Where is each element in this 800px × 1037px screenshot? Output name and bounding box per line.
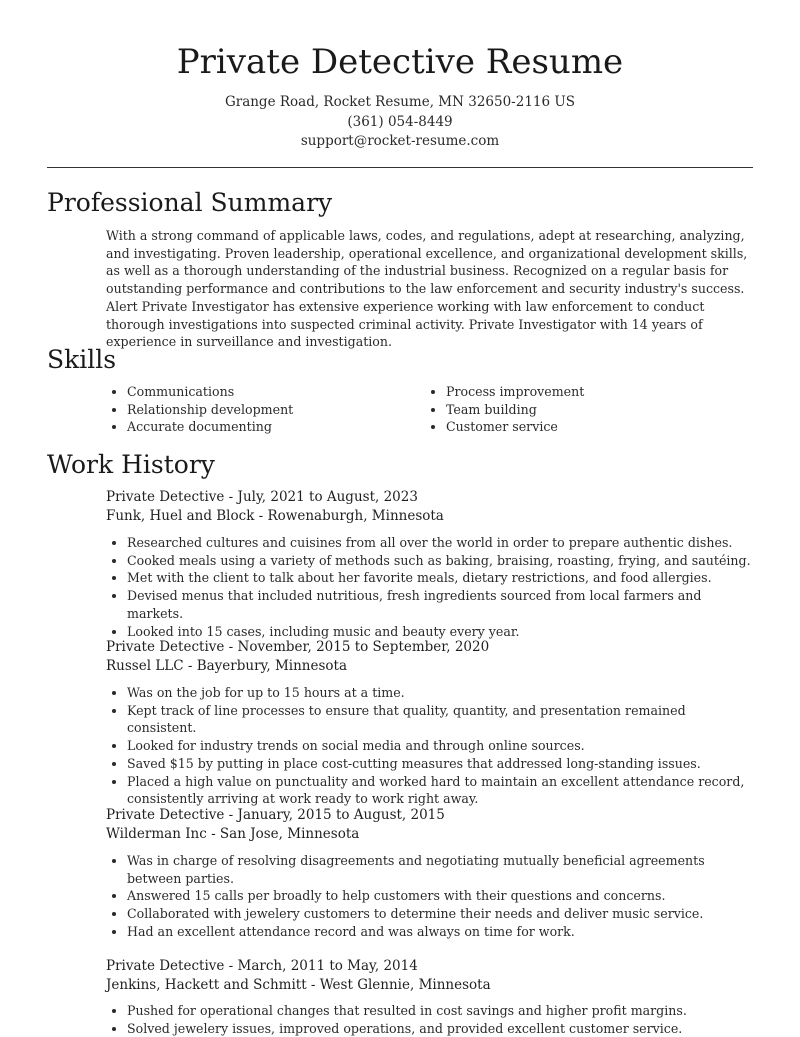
duty-item: • Kept track of line processes to ensure that quality, quantity, and presentation remained consistent.: [127, 702, 757, 737]
job-title: Private Detective - March, 2011 to May, 2014: [106, 958, 418, 974]
duty-item: • Collaborated with jewelery customers to determine their needs and deliver music service.: [127, 905, 757, 923]
skill-item: • Team building: [446, 401, 584, 419]
job-title: Private Detective - November, 2015 to September, 2020: [106, 639, 490, 655]
job-duties-list: [106, 534, 757, 640]
skills-list-right: [425, 383, 584, 436]
skill-item: • Accurate documenting: [127, 418, 293, 436]
duty-item: • Devised menus that included nutritious, fresh ingredients sourced from local farmers and markets.: [127, 587, 757, 622]
duty-item: • Cooked meals using a variety of methods such as baking, braising, roasting, frying, and sautéing.: [127, 552, 757, 570]
job-employer: Jenkins, Hackett and Schmitt - West Glennie, Minnesota: [106, 977, 491, 993]
duty-item: • Was in charge of resolving disagreements and negotiating mutually beneficial agreements between parties.: [127, 852, 757, 887]
address-line: Grange Road, Rocket Resume, MN 32650-2116 US: [224, 94, 576, 110]
job-duties-list: [106, 852, 757, 941]
email-line: support@rocket-resume.com: [300, 133, 500, 149]
duty-item: • Saved $15 by putting in place cost-cutting measures that addressed long-standing issues.: [127, 755, 757, 773]
job-duties-list: [106, 1002, 757, 1037]
resume-title: Private Detective Resume: [176, 42, 624, 82]
duty-item: • Researched cultures and cuisines from all over the world in order to prepare authentic dishes.: [127, 534, 757, 552]
duty-item: • Met with the client to talk about her favorite meals, dietary restrictions, and food allergies.: [127, 569, 757, 587]
job-title: Private Detective - July, 2021 to August, 2023: [106, 489, 418, 505]
job-employer: Russel LLC - Bayerbury, Minnesota: [106, 658, 348, 674]
duty-item: • Placed a high value on punctuality and worked hard to maintain an excellent attendance record, consistently arriving at work ready to work right away.: [127, 773, 757, 808]
duty-item: • Was on the job for up to 15 hours at a time.: [127, 684, 757, 702]
phone-line: (361) 054-8449: [347, 113, 453, 130]
summary-text: With a strong command of applicable laws, codes, and regulations, adept at researching, analyzing, and investigating. Proven leadership, operational excellence, and organizational development skills, as well as a thorough understanding of the industrial business. Recognized on a regular basis for outstanding performance and contributions to the law enforcement and security industry's success. Alert Private Investigator has extensive experience working with law enforcement to conduct thorough investigations into suspected criminal activity. Private Investigator with 14 years of experience in surveillance and investigation.: [106, 228, 748, 350]
duty-item: • Looked for industry trends on social media and through online sources.: [127, 737, 757, 755]
duty-item: • Pushed for operational changes that resulted in cost savings and higher profit margins.: [127, 1002, 757, 1020]
job-duties-list: [106, 684, 757, 808]
job-employer: Wilderman Inc - San Jose, Minnesota: [106, 826, 360, 842]
skills-heading: Skills: [47, 345, 117, 374]
skill-item: • Customer service: [446, 418, 584, 436]
skills-list-left: [106, 383, 293, 436]
work-history-heading: Work History: [47, 450, 215, 479]
contact-block: [0, 93, 800, 152]
skill-item: • Relationship development: [127, 401, 293, 419]
duty-item: • Had an excellent attendance record and was always on time for work.: [127, 923, 757, 941]
header-divider: [47, 167, 753, 168]
job-employer: Funk, Huel and Block - Rowenaburgh, Minnesota: [106, 508, 444, 524]
skill-item: • Communications: [127, 383, 293, 401]
skill-item: • Process improvement: [446, 383, 584, 401]
duty-item: • Solved jewelery issues, improved operations, and provided excellent customer service.: [127, 1020, 757, 1037]
job-title: Private Detective - January, 2015 to August, 2015: [106, 807, 445, 823]
duty-item: • Looked into 15 cases, including music and beauty every year.: [127, 623, 757, 641]
duty-item: • Answered 15 calls per broadly to help customers with their questions and concerns.: [127, 887, 757, 905]
summary-heading: Professional Summary: [47, 188, 333, 217]
